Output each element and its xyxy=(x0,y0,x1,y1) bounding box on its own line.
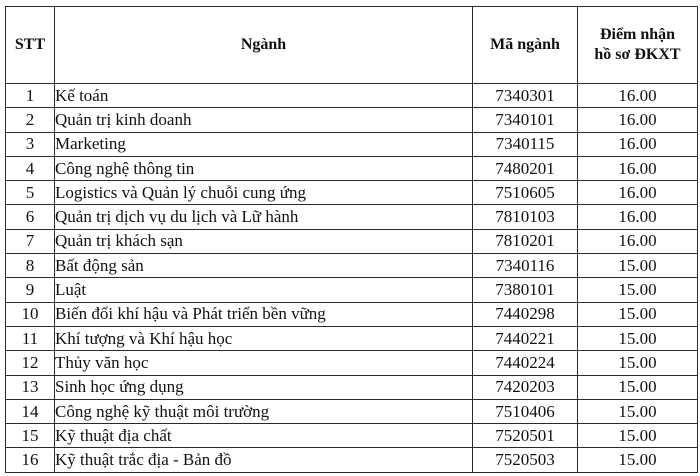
row-major: Logistics và Quản lý chuỗi cung ứng xyxy=(55,181,473,205)
table-row xyxy=(6,399,698,423)
row-major: Luật xyxy=(55,278,473,302)
row-score: 16.00 xyxy=(578,132,698,156)
row-major: Sinh học ứng dụng xyxy=(55,375,473,399)
row-code: 7520501 xyxy=(473,424,578,448)
row-score: 15.00 xyxy=(578,351,698,375)
row-major: Kỹ thuật địa chất xyxy=(55,424,473,448)
row-stt: 16 xyxy=(6,448,55,472)
row-code: 7440221 xyxy=(473,326,578,350)
row-score: 15.00 xyxy=(578,448,698,472)
row-score: 15.00 xyxy=(578,302,698,326)
row-stt: 7 xyxy=(6,229,55,253)
row-code: 7340115 xyxy=(473,132,578,156)
row-score: 16.00 xyxy=(578,181,698,205)
table-row xyxy=(6,108,698,132)
row-major: Thủy văn học xyxy=(55,351,473,375)
row-stt: 2 xyxy=(6,108,55,132)
header-row xyxy=(6,7,698,84)
row-score: 15.00 xyxy=(578,399,698,423)
row-stt: 5 xyxy=(6,181,55,205)
row-code: 7480201 xyxy=(473,156,578,180)
row-score: 16.00 xyxy=(578,156,698,180)
row-major: Quản trị khách sạn xyxy=(55,229,473,253)
table-row xyxy=(6,84,698,108)
row-score: 15.00 xyxy=(578,424,698,448)
row-code: 7340101 xyxy=(473,108,578,132)
header-code: Mã ngành xyxy=(473,7,578,84)
header-score-line2: hồ sơ ĐKXT xyxy=(594,46,681,63)
table-row xyxy=(6,278,698,302)
table-row xyxy=(6,132,698,156)
row-stt: 13 xyxy=(6,375,55,399)
row-major: Quản trị kinh doanh xyxy=(55,108,473,132)
row-stt: 15 xyxy=(6,424,55,448)
row-code: 7340301 xyxy=(473,84,578,108)
row-code: 7810103 xyxy=(473,205,578,229)
row-major: Khí tượng và Khí hậu học xyxy=(55,326,473,350)
row-major: Quản trị dịch vụ du lịch và Lữ hành xyxy=(55,205,473,229)
row-score: 16.00 xyxy=(578,229,698,253)
row-stt: 3 xyxy=(6,132,55,156)
row-stt: 9 xyxy=(6,278,55,302)
row-code: 7380101 xyxy=(473,278,578,302)
row-score: 15.00 xyxy=(578,254,698,278)
row-score: 15.00 xyxy=(578,375,698,399)
row-stt: 8 xyxy=(6,254,55,278)
row-score: 15.00 xyxy=(578,278,698,302)
row-code: 7440224 xyxy=(473,351,578,375)
admission-score-table xyxy=(5,6,698,473)
row-major: Kỹ thuật trắc địa - Bản đồ xyxy=(55,448,473,472)
table-row xyxy=(6,448,698,472)
row-score: 16.00 xyxy=(578,108,698,132)
table-body xyxy=(6,84,698,473)
table-row xyxy=(6,302,698,326)
row-stt: 11 xyxy=(6,326,55,350)
row-score: 16.00 xyxy=(578,205,698,229)
row-major: Kế toán xyxy=(55,84,473,108)
row-major: Biến đổi khí hậu và Phát triển bền vững xyxy=(55,302,473,326)
table-row xyxy=(6,326,698,350)
row-stt: 12 xyxy=(6,351,55,375)
row-code: 7440298 xyxy=(473,302,578,326)
table-row xyxy=(6,181,698,205)
header-stt: STT xyxy=(6,7,55,84)
row-score: 15.00 xyxy=(578,326,698,350)
row-major: Công nghệ thông tin xyxy=(55,156,473,180)
row-stt: 1 xyxy=(6,84,55,108)
row-code: 7340116 xyxy=(473,254,578,278)
header-score-line1: Điểm nhận xyxy=(599,26,676,43)
row-code: 7510406 xyxy=(473,399,578,423)
table-row xyxy=(6,375,698,399)
row-stt: 10 xyxy=(6,302,55,326)
header-score xyxy=(578,7,698,84)
row-score: 16.00 xyxy=(578,84,698,108)
header-major: Ngành xyxy=(55,7,473,84)
table-row xyxy=(6,205,698,229)
row-stt: 14 xyxy=(6,399,55,423)
row-major: Bất động sản xyxy=(55,254,473,278)
row-stt: 4 xyxy=(6,156,55,180)
table-row xyxy=(6,424,698,448)
row-code: 7520503 xyxy=(473,448,578,472)
table-row xyxy=(6,229,698,253)
table-row xyxy=(6,156,698,180)
table-header xyxy=(6,7,698,84)
table-row xyxy=(6,254,698,278)
row-code: 7420203 xyxy=(473,375,578,399)
row-major: Marketing xyxy=(55,132,473,156)
row-code: 7510605 xyxy=(473,181,578,205)
table-row xyxy=(6,351,698,375)
row-code: 7810201 xyxy=(473,229,578,253)
row-stt: 6 xyxy=(6,205,55,229)
row-major: Công nghệ kỹ thuật môi trường xyxy=(55,399,473,423)
